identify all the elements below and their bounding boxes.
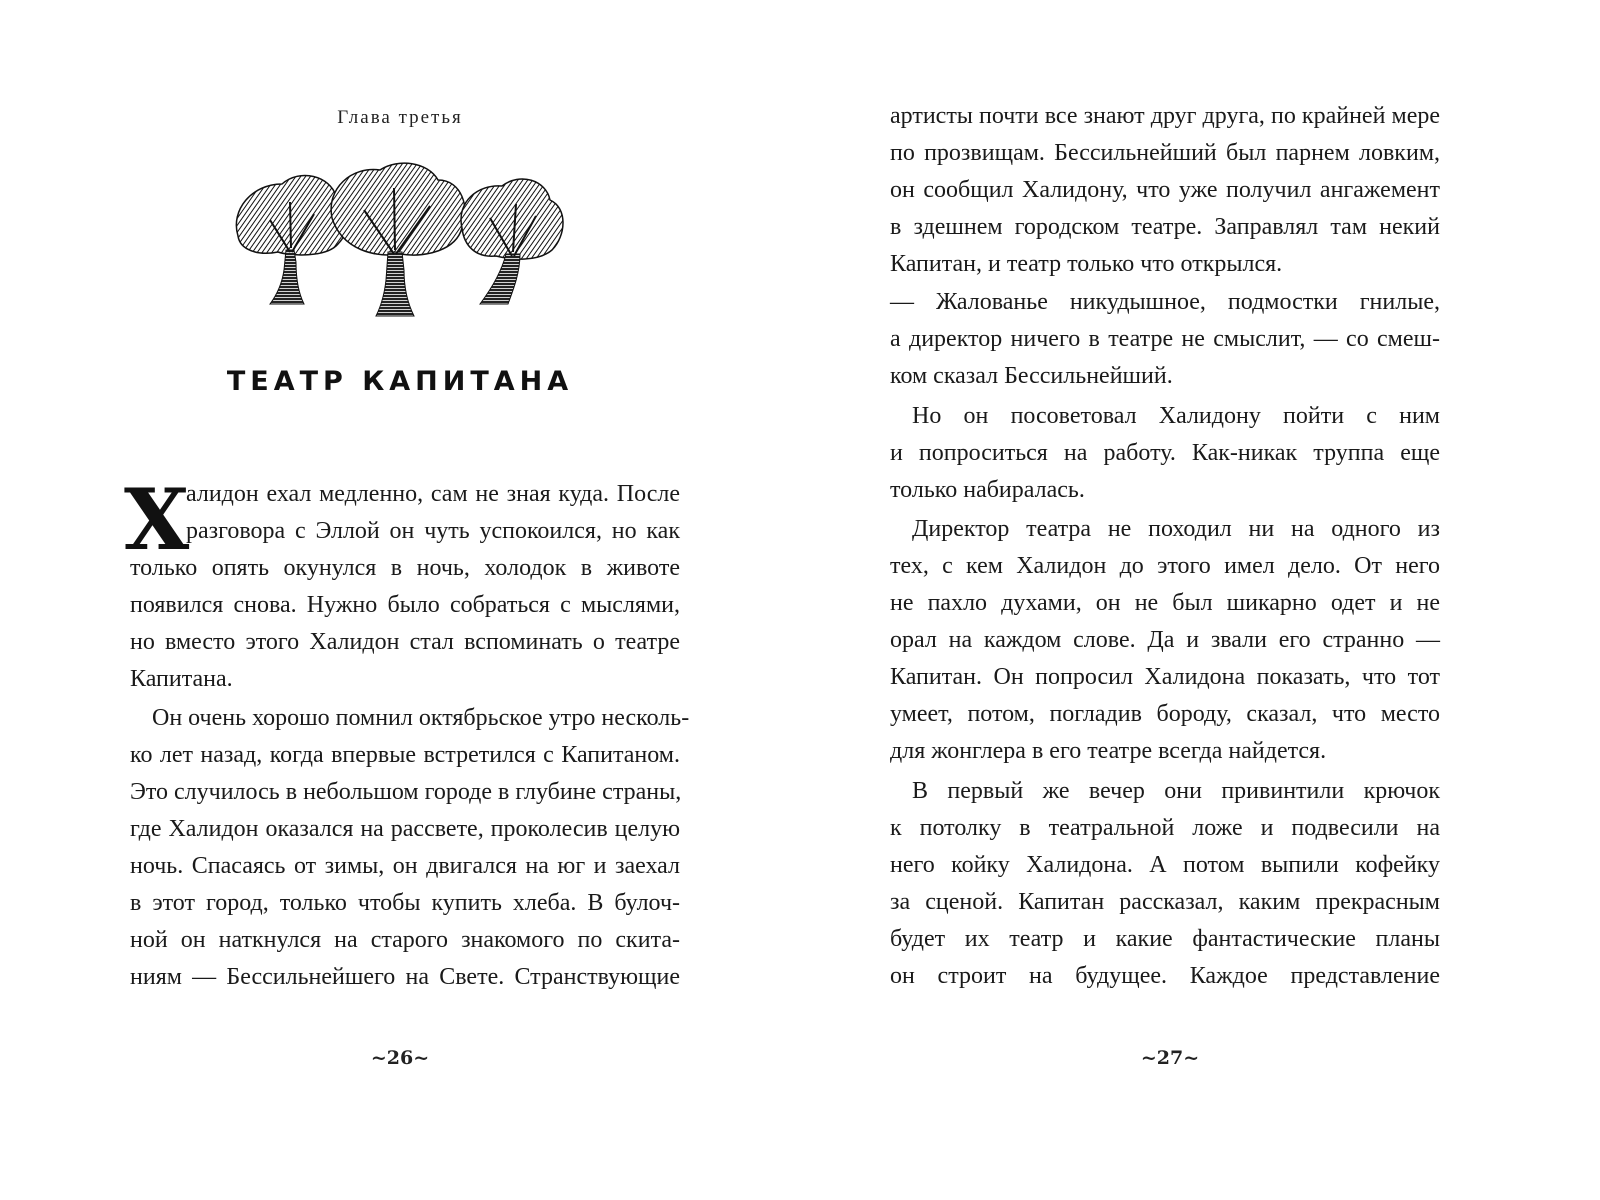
text-line: он сообщил Халидону, что уже получил ангажемент [890,177,1440,203]
text-line: для жонглера в его театре всегда найдется. [890,738,1327,764]
text-line: ком сказал Бессильнейший. [890,363,1173,389]
chapter-label: Глава третья [337,107,463,128]
text-line: ко лет назад, когда впервые встретился с Капитаном. [130,742,680,768]
right-page [800,0,1600,1200]
text-line: Капитан, и театр только что открылся. [890,251,1283,277]
text-line: по прозвищам. Бессильнейший был парнем ловким, [890,140,1440,166]
text-line: только опять окунулся в ночь, холодок в животе [130,555,680,581]
text-line: умеет, потом, погладив бороду, сказал, что место [890,701,1440,727]
text-line: алидон ехал медленно, сам не зная куда. После [186,481,680,507]
drop-cap: Х [124,470,190,569]
text-line: он строит на будущее. Каждое представление [890,963,1440,989]
text-line: разговора с Эллой он чуть успокоился, но как [186,518,680,544]
page-number: ~27~ [1140,1047,1200,1069]
chapter-title: ТЕАТР КАПИТАНА [226,366,574,397]
text-line: в этот город, только чтобы купить хлеба. В булоч- [130,890,680,916]
text-line: тех, с кем Халидон до этого имел дело. От него [890,553,1440,579]
text-line: В первый же вечер они привинтили крючок [912,778,1440,804]
text-line: и попроситься на работу. Как-никак труппа еще [890,440,1440,466]
page-number: ~26~ [370,1047,430,1069]
text-line: Он очень хорошо помнил октябрьское утро несколь- [152,705,690,731]
text-line: только набиралась. [890,477,1085,503]
text-line: а директор ничего в театре не смыслит, — со смеш- [890,326,1440,352]
text-line: к потолку в театральной ложе и подвесили на [890,815,1440,841]
text-line: появился снова. Нужно было собраться с мыслями, [130,592,680,618]
text-line: артисты почти все знают друг друга, по крайней мере [890,103,1440,129]
text-line: Капитан. Он попросил Халидона показать, что тот [890,664,1440,690]
text-line: него койку Халидона. А потом выпили кофейку [890,852,1440,878]
text-line: ной он наткнулся на старого знакомого по скита- [130,927,680,953]
text-line: не пахло духами, он не был шикарно одет и не [890,590,1440,616]
text-line: Но он посоветовал Халидону пойти с ним [912,403,1440,429]
text-line: Это случилось в небольшом городе в глубине страны, [130,779,682,805]
text-line: за сценой. Капитан рассказал, каким прекрасным [890,889,1440,915]
text-line: Директор театра не походил ни на одного из [912,516,1440,542]
text-line: ночь. Спасаясь от зимы, он двигался на юг и заехал [130,853,680,879]
text-line: но вместо этого Халидон стал вспоминать о театре [130,629,680,655]
text-line: — Жалованье никудышное, подмостки гнилые, [890,289,1440,315]
text-line: в здешнем городском театре. Заправлял там некий [890,214,1440,240]
text-line: где Халидон оказался на рассвете, проколесив целую [130,816,680,842]
three-trees-engraving-icon [230,158,570,323]
text-line: будет их театр и какие фантастические планы [890,926,1440,952]
text-line: ниям — Бессильнейшего на Свете. Странствующие [130,964,680,990]
text-line: Капитана. [130,666,233,692]
text-line: орал на каждом слове. Да и звали его странно — [890,627,1440,653]
